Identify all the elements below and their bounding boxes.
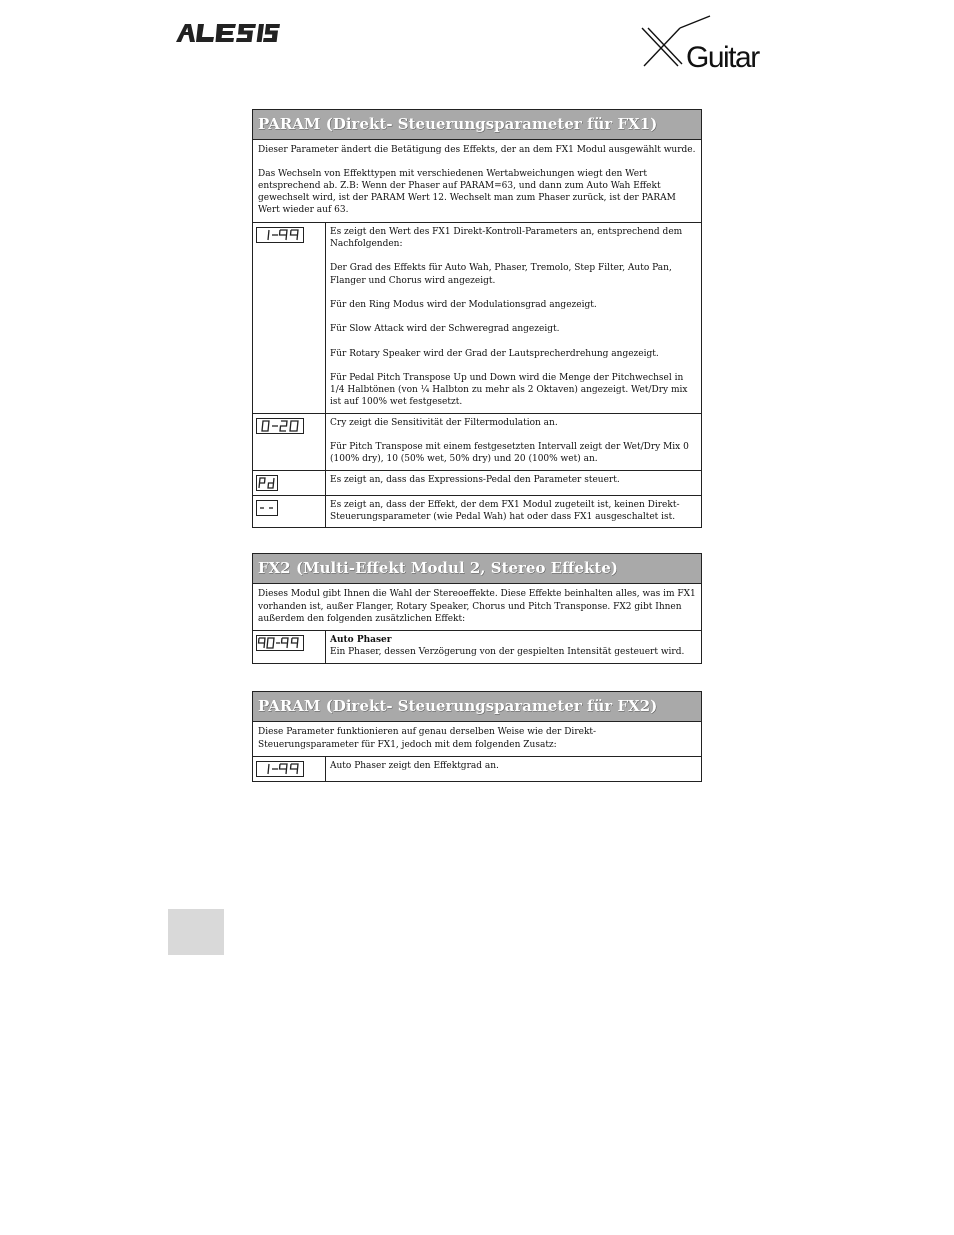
row-text <box>326 471 701 495</box>
row-text <box>326 496 701 528</box>
row-paragraph: Ein Phaser, dessen Verzögerung von der gespielten Intensität gesteuert wird. <box>330 647 685 658</box>
row-text <box>326 757 701 781</box>
description-paragraph: Dieser Parameter ändert die Betätigung des Effekts, der an dem FX1 Modul ausgewählt wurde. <box>258 145 696 156</box>
lcd-pd-icon <box>256 475 278 491</box>
row-paragraph: Für Rotary Speaker wird der Grad der Lautsprecherdrehung angezeigt. <box>330 348 659 359</box>
lcd-display-1-99 <box>253 223 326 413</box>
xguitar-logo <box>640 14 770 72</box>
page-tab-marker <box>168 909 224 955</box>
lcd-dashes-icon <box>256 500 278 516</box>
description-paragraph: Dieses Modul gibt Ihnen die Wahl der Stereoeffekte. Diese Effekte beinhalten alles, was im FX1 vorhanden ist, außer Flanger, Rotary Speaker, Chorus und Pitch Transponse. FX2 gibt Ihnen außerdem den folgenden zusätzlichen Effekt: <box>258 589 696 624</box>
param-row-pd <box>253 471 701 496</box>
lcd-1-99-icon <box>256 227 304 243</box>
lcd-display-1-99 <box>253 757 326 781</box>
section-description <box>253 722 701 757</box>
section-title: PARAM (Direkt- Steuerungsparameter für FX2) <box>253 692 701 722</box>
row-text <box>326 631 701 663</box>
section-title: FX2 (Multi-Effekt Modul 2, Stereo Effekte) <box>253 554 701 584</box>
description-paragraph: Diese Parameter funktionieren auf genau derselben Weise wie der Direkt- Steuerungsparameter für FX1, jedoch mit dem folgenden Zusatz: <box>258 727 597 750</box>
row-heading: Auto Phaser <box>330 635 392 646</box>
param-row-0-20 <box>253 414 701 471</box>
svg-text:Guitar: Guitar <box>686 41 759 72</box>
row-paragraph: Cry zeigt die Sensitivität der Filtermodulation an. <box>330 417 558 428</box>
lcd-display-90-99 <box>253 631 326 663</box>
lcd-0-20-icon <box>256 418 304 434</box>
param-row-1-99-fx2 <box>253 757 701 781</box>
row-paragraph: Es zeigt an, dass das Expressions-Pedal den Parameter steuert. <box>330 474 620 485</box>
param-row-dashes <box>253 496 701 528</box>
fx2-section <box>252 553 702 664</box>
alesis-logo <box>174 22 280 44</box>
row-paragraph: Für Pitch Transpose mit einem festgesetzten Intervall zeigt der Wet/Dry Mix 0 (100% dry), 10 (50% wet, 50% dry) und 20 (100% wet) an. <box>330 442 689 465</box>
lcd-display-0-20 <box>253 414 326 470</box>
row-paragraph: Für den Ring Modus wird der Modulationsgrad angezeigt. <box>330 299 597 310</box>
row-paragraph: Es zeigt an, dass der Effekt, der dem FX1 Modul zugeteilt ist, keinen Direkt-Steuerungsparameter (wie Pedal Wah) hat oder dass FX1 ausgeschaltet ist. <box>330 499 680 522</box>
section-title: PARAM (Direkt- Steuerungsparameter für FX1) <box>253 110 701 140</box>
lcd-display-pd <box>253 471 326 495</box>
lcd-display-dashes <box>253 496 326 528</box>
row-paragraph: Der Grad des Effekts für Auto Wah, Phaser, Tremolo, Step Filter, Auto Pan, Flanger und Chorus wird angezeigt. <box>330 263 672 286</box>
row-text <box>326 414 701 470</box>
fx1-param-section <box>252 109 702 528</box>
row-paragraph: Für Pedal Pitch Transpose Up und Down wird die Menge der Pitchwechsel in 1/4 Halbtönen (von ¼ Halbton zu mehr als 2 Oktaven) angezeigt. Wet/Dry mix ist auf 100% wet festgesetzt. <box>330 372 688 408</box>
fx2-param-section <box>252 691 702 782</box>
row-text <box>326 223 701 413</box>
section-description <box>253 140 701 222</box>
lcd-90-99-icon <box>256 635 304 651</box>
row-paragraph: Auto Phaser zeigt den Effektgrad an. <box>330 760 499 771</box>
lcd-1-99-icon <box>256 761 304 777</box>
row-paragraph: Für Slow Attack wird der Schweregrad angezeigt. <box>330 324 560 335</box>
row-paragraph: Es zeigt den Wert des FX1 Direkt-Kontroll-Parameters an, entsprechend dem Nachfolgenden: <box>330 226 683 250</box>
description-paragraph: Das Wechseln von Effekttypen mit verschiedenen Wertabweichungen wiegt den Wert entsprechend ab. Z.B: Wenn der Phaser auf PARAM=63, und dann zum Auto Wah Effekt gewechselt wird, ist der PARAM Wert 12. Wechselt man zum Phaser zurück, ist der PARAM Wert wieder auf 63. <box>258 168 676 216</box>
param-row-1-99 <box>253 223 701 414</box>
section-description <box>253 584 701 631</box>
param-row-90-99 <box>253 631 701 663</box>
